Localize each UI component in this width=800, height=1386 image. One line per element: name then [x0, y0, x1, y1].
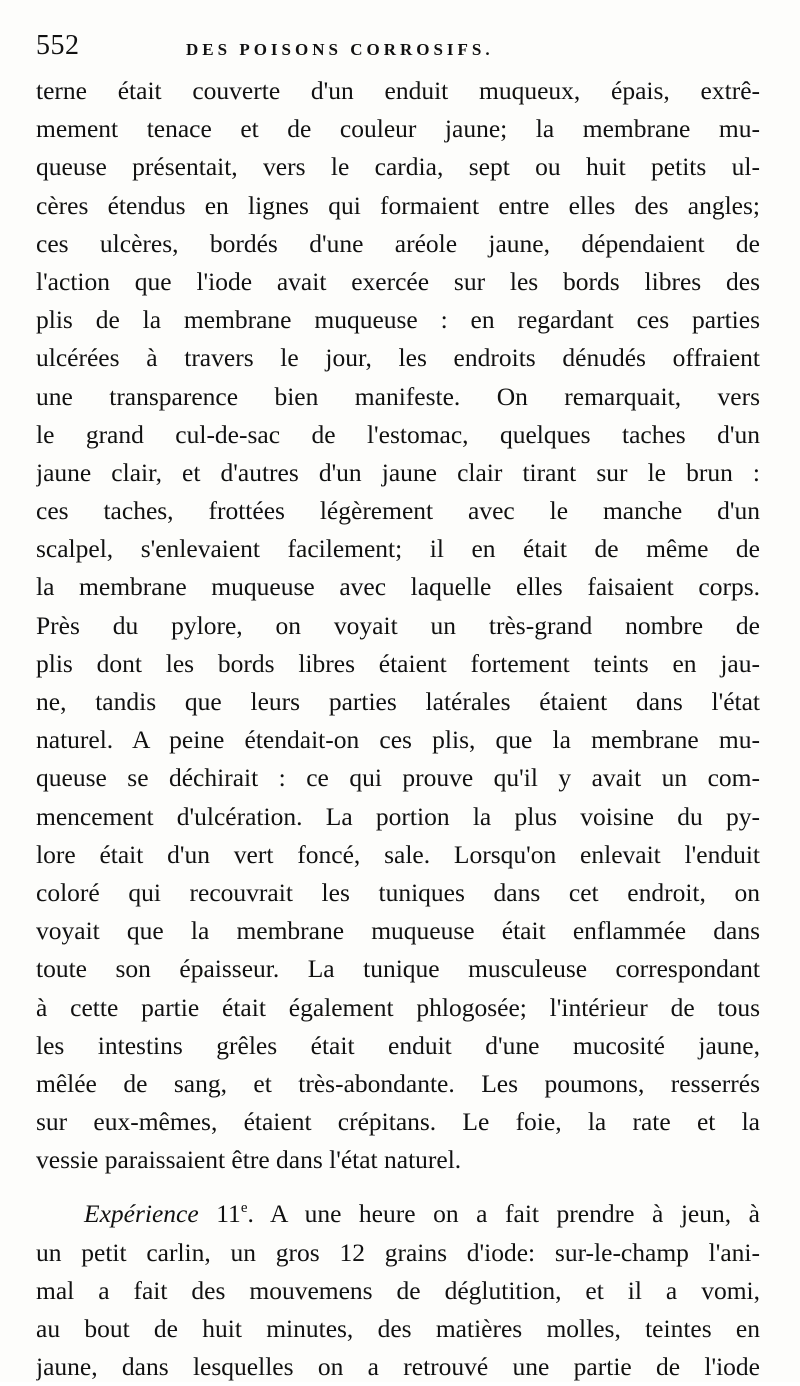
- experiment-suffix: e: [240, 1200, 248, 1217]
- text-line: ulcérées à travers le jour, les endroits dénudés offraient: [36, 343, 760, 373]
- text-line: l'action que l'iode avait exercée sur les bords libres des: [36, 266, 760, 296]
- text-line: Près du pylore, on voyait un très-grand nombre de: [36, 610, 760, 640]
- text-line: voyait que la membrane muqueuse était enflammée dans: [36, 916, 760, 946]
- text-line: les intestins grêles était enduit d'une mucosité jaune,: [36, 1030, 760, 1060]
- text-line: une transparence bien manifeste. On remarquait, vers: [36, 381, 760, 411]
- text-line: jaune clair, et d'autres d'un jaune clair tirant sur le brun :: [36, 457, 760, 487]
- page-number: 552: [36, 30, 80, 61]
- text-line: lore était d'un vert foncé, sale. Lorsqu'on enlevait l'enduit: [36, 839, 760, 869]
- experiment-first-line: . A une heure on a fait prendre à jeun, à: [247, 1199, 760, 1229]
- text-line: plis de la membrane muqueuse : en regardant ces parties: [36, 305, 760, 335]
- text-line: naturel. A peine étendait-on ces plis, que la membrane mu-: [36, 725, 760, 755]
- running-head: DES POISONS CORROSIFS.: [186, 40, 494, 59]
- text-line: ne, tandis que leurs parties latérales étaient dans l'état: [36, 687, 760, 716]
- text-line: le grand cul-de-sac de l'estomac, quelques taches d'un: [36, 419, 760, 449]
- text-line: ces taches, frottées légèrement avec le manche d'un: [36, 496, 760, 526]
- text-line: mêlée de sang, et très-abondante. Les poumons, resserrés: [36, 1068, 760, 1098]
- text-line: sur eux-mêmes, étaient crépitans. Le foie, la rate et la: [36, 1107, 760, 1137]
- text-line: queuse se déchirait : ce qui prouve qu'il y avait un com-: [36, 763, 760, 793]
- text-line: queuse présentait, vers le cardia, sept ou huit petits ul-: [36, 152, 760, 182]
- text-line: à cette partie était également phlogosée; l'intérieur de tous: [36, 992, 760, 1022]
- text-line: coloré qui recouvrait les tuniques dans cet endroit, on: [36, 877, 760, 907]
- paragraph-experiment-11: [36, 1195, 760, 1386]
- experiment-number: 11: [216, 1199, 241, 1229]
- text-line: mal a fait des mouvemens de déglutition, et il a vomi,: [36, 1275, 760, 1305]
- experiment-label: Expérience: [84, 1199, 199, 1229]
- text-line: jaune, dans lesquelles on a retrouvé une partie de l'iode: [36, 1352, 760, 1382]
- text-line: la membrane muqueuse avec laquelle elles faisaient corps.: [36, 572, 760, 602]
- paragraph-gap: [36, 1179, 760, 1195]
- text-line: au bout de huit minutes, des matières molles, teintes en: [36, 1314, 760, 1343]
- text-line: mement tenace et de couleur jaune; la membrane mu-: [36, 114, 760, 144]
- text-line: toute son épaisseur. La tunique musculeuse correspondant: [36, 954, 760, 984]
- text-line: scalpel, s'enlevaient facilement; il en était de même de: [36, 534, 760, 564]
- text-line: un petit carlin, un gros 12 grains d'iode: sur-le-champ l'ani-: [36, 1237, 760, 1267]
- body-text: [36, 72, 760, 1386]
- text-line: mencement d'ulcération. La portion la plus voisine du py-: [36, 801, 760, 831]
- paragraph-autopsy: [36, 72, 760, 1179]
- text-line: ces ulcères, bordés d'une aréole jaune, dépendaient de: [36, 228, 760, 258]
- page-header: [36, 30, 760, 74]
- experiment-heading-line: [36, 1195, 760, 1233]
- text-line: plis dont les bords libres étaient fortement teints en jau-: [36, 648, 760, 678]
- text-line: terne était couverte d'un enduit muqueux, épais, extrê-: [36, 76, 760, 105]
- text-line: vessie paraissaient être dans l'état naturel.: [36, 1145, 462, 1175]
- text-line: cères étendus en lignes qui formaient entre elles des angles;: [36, 190, 760, 220]
